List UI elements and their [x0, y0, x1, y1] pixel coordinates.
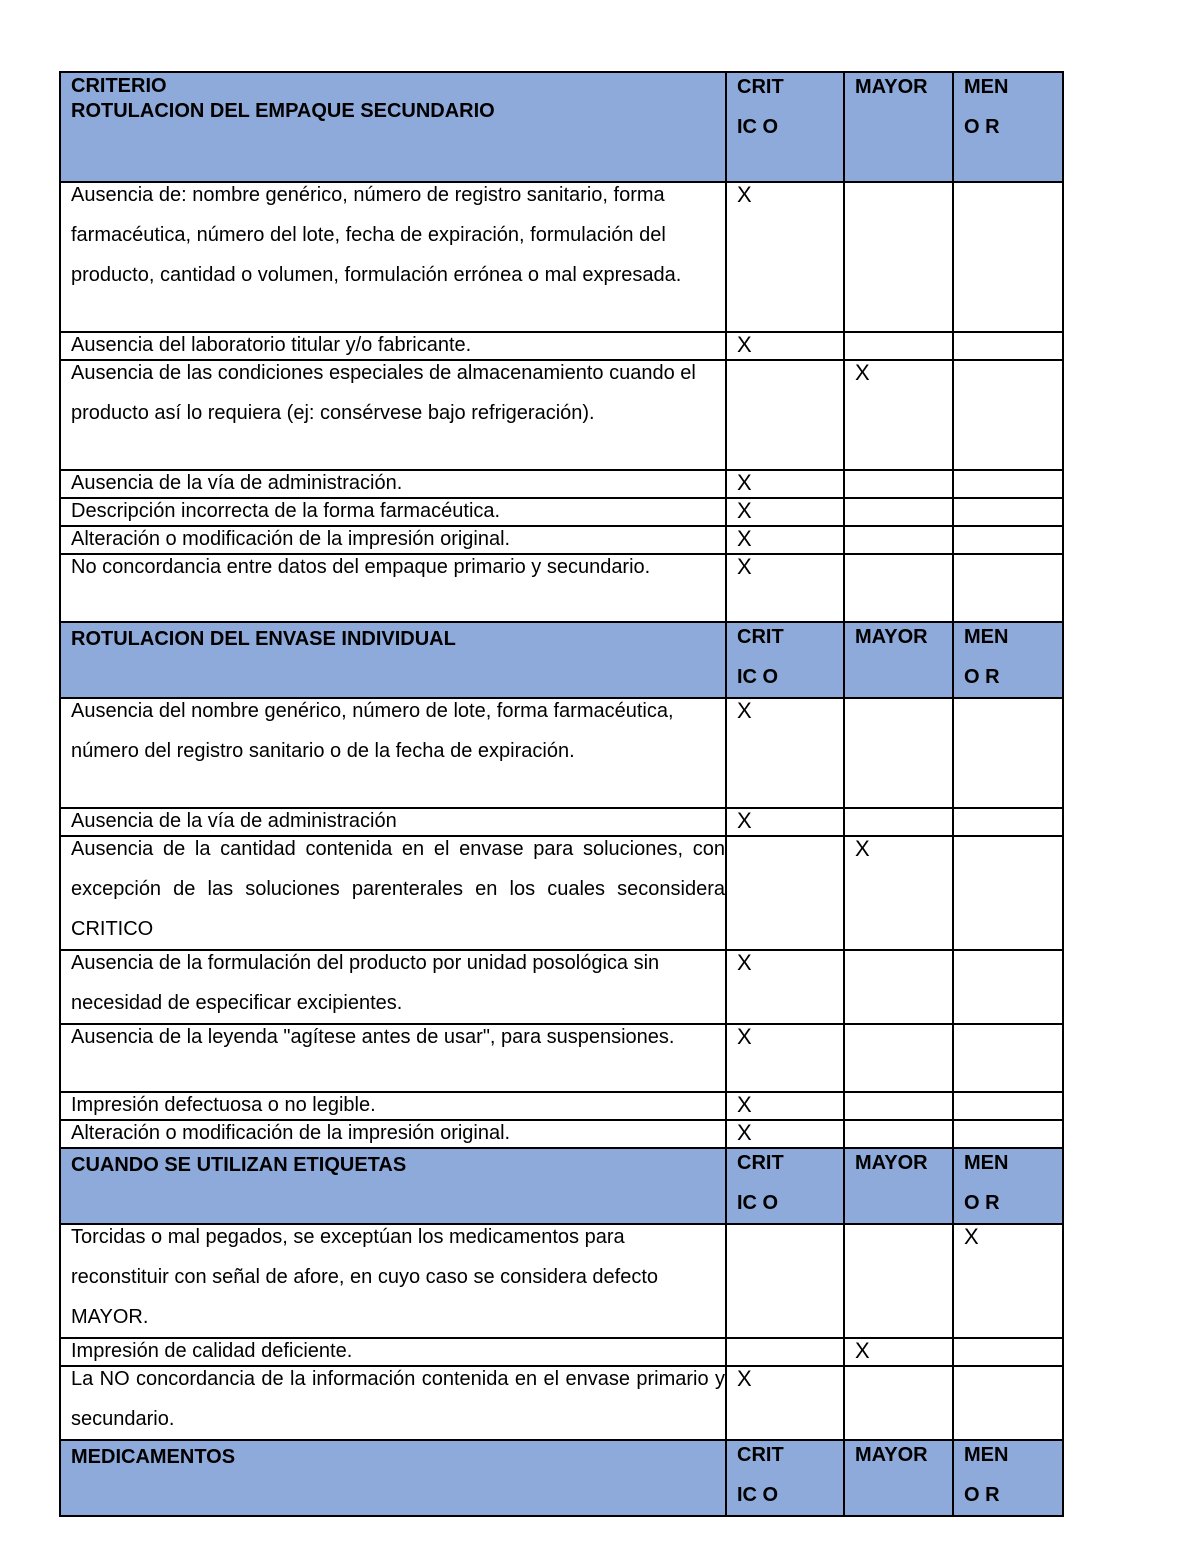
mark-cell-critico	[726, 554, 844, 622]
criterion-text: Descripción incorrecta de la forma farmacéutica.	[71, 500, 501, 522]
mark-cell-critico	[726, 1366, 844, 1440]
mark-cell-mayor	[844, 332, 953, 360]
header-critico-label: CRITIC O	[737, 626, 784, 688]
mark-cell-menor	[953, 836, 1063, 950]
mark-cell-mayor	[844, 698, 953, 808]
criterion-text: Impresión de calidad deficiente.	[71, 1340, 353, 1362]
criterion-text: Ausencia del laboratorio titular y/o fabricante.	[71, 334, 472, 356]
header-mayor	[844, 1148, 953, 1224]
mark-cell-mayor	[844, 360, 953, 470]
section-header-row	[60, 72, 1063, 182]
mark-cell-mayor	[844, 1224, 953, 1338]
x-mark: X	[855, 836, 870, 861]
header-mayor-label: MAYOR	[855, 1152, 928, 1174]
mark-cell-menor	[953, 808, 1063, 836]
mark-cell-mayor	[844, 1338, 953, 1366]
x-mark: X	[737, 1120, 752, 1145]
criterion-cell	[60, 698, 726, 808]
table-row	[60, 836, 1063, 950]
x-mark: X	[737, 808, 752, 833]
x-mark: X	[855, 360, 870, 385]
x-mark: X	[964, 1224, 979, 1249]
table-row	[60, 1224, 1063, 1338]
header-critico	[726, 1148, 844, 1224]
criterion-cell	[60, 1120, 726, 1148]
mark-cell-critico	[726, 1338, 844, 1366]
criterion-cell	[60, 1224, 726, 1338]
criterion-cell	[60, 360, 726, 470]
mark-cell-critico	[726, 332, 844, 360]
table-row	[60, 1366, 1063, 1440]
header-menor	[953, 72, 1063, 182]
criterion-cell	[60, 554, 726, 622]
mark-cell-mayor	[844, 1024, 953, 1092]
mark-cell-mayor	[844, 950, 953, 1024]
header-critico-label: CRITIC O	[737, 76, 784, 138]
table-row	[60, 950, 1063, 1024]
section-criterio-cell	[60, 72, 726, 182]
table-row	[60, 470, 1063, 498]
section-title: CUANDO SE UTILIZAN ETIQUETAS	[71, 1154, 407, 1176]
section-criterio-cell	[60, 622, 726, 698]
criterion-text: Alteración o modificación de la impresión original.	[71, 528, 511, 550]
x-mark: X	[737, 498, 752, 523]
criterion-text: Ausencia de la formulación del producto por unidad posológica sin necesidad de especificar excipientes.	[71, 952, 660, 1014]
header-critico	[726, 622, 844, 698]
criterion-text: La NO concordancia de la información contenida en el envase primario y secundario.	[71, 1368, 725, 1430]
header-menor	[953, 1440, 1063, 1516]
section-title: MEDICAMENTOS	[71, 1446, 236, 1468]
header-menor	[953, 1148, 1063, 1224]
table-row	[60, 698, 1063, 808]
section-header-row	[60, 1148, 1063, 1224]
x-mark: X	[737, 1092, 752, 1117]
header-mayor-label: MAYOR	[855, 76, 928, 98]
mark-cell-menor	[953, 1366, 1063, 1440]
criterion-cell	[60, 182, 726, 332]
table-row	[60, 1092, 1063, 1120]
mark-cell-critico	[726, 698, 844, 808]
criterion-text: Ausencia de la leyenda "agítese antes de usar", para suspensiones.	[71, 1026, 675, 1048]
mark-cell-mayor	[844, 498, 953, 526]
mark-cell-critico	[726, 1092, 844, 1120]
header-critico	[726, 1440, 844, 1516]
criterion-cell	[60, 498, 726, 526]
mark-cell-menor	[953, 470, 1063, 498]
criterion-text: Ausencia de las condiciones especiales de almacenamiento cuando el producto así lo requiera (ej: consérvese bajo refrigeración).	[71, 362, 696, 424]
criterion-cell	[60, 470, 726, 498]
section-header-row	[60, 622, 1063, 698]
criterion-text: Ausencia del nombre genérico, número de lote, forma farmacéutica, número del registro sanitario o de la fecha de expiración.	[71, 700, 674, 762]
header-critico-label: CRITIC O	[737, 1152, 784, 1214]
mark-cell-critico	[726, 950, 844, 1024]
x-mark: X	[855, 1338, 870, 1363]
criterion-cell	[60, 1092, 726, 1120]
header-menor-label: MENO R	[964, 1444, 1009, 1506]
criterion-text: Impresión defectuosa o no legible.	[71, 1094, 376, 1116]
mark-cell-menor	[953, 698, 1063, 808]
criterion-cell	[60, 1024, 726, 1092]
mark-cell-menor	[953, 554, 1063, 622]
mark-cell-mayor	[844, 836, 953, 950]
header-menor-label: MENO R	[964, 626, 1009, 688]
header-critico	[726, 72, 844, 182]
table-row	[60, 360, 1063, 470]
header-mayor	[844, 622, 953, 698]
section-title: ROTULACION DEL EMPAQUE SECUNDARIO	[71, 100, 495, 122]
x-mark: X	[737, 470, 752, 495]
mark-cell-critico	[726, 808, 844, 836]
criterion-cell	[60, 1366, 726, 1440]
x-mark: X	[737, 950, 752, 975]
mark-cell-mayor	[844, 526, 953, 554]
header-mayor-label: MAYOR	[855, 626, 928, 648]
section-title: ROTULACION DEL ENVASE INDIVIDUAL	[71, 628, 456, 650]
mark-cell-mayor	[844, 554, 953, 622]
mark-cell-mayor	[844, 1366, 953, 1440]
mark-cell-critico	[726, 182, 844, 332]
mark-cell-critico	[726, 360, 844, 470]
mark-cell-critico	[726, 498, 844, 526]
criterion-text: Ausencia de la cantidad contenida en el envase para soluciones, con excepción de las soluciones parenterales en los cuales seconsidera CRITICO	[71, 838, 725, 940]
mark-cell-mayor	[844, 470, 953, 498]
header-mayor-label: MAYOR	[855, 1444, 928, 1466]
criterion-text: Ausencia de la vía de administración.	[71, 472, 403, 494]
table-row	[60, 1024, 1063, 1092]
table-row	[60, 182, 1063, 332]
mark-cell-menor	[953, 182, 1063, 332]
mark-cell-menor	[953, 332, 1063, 360]
criteria-table	[59, 71, 1064, 1517]
mark-cell-menor	[953, 526, 1063, 554]
x-mark: X	[737, 182, 752, 207]
x-mark: X	[737, 1366, 752, 1391]
mark-cell-critico	[726, 1224, 844, 1338]
mark-cell-critico	[726, 836, 844, 950]
mark-cell-critico	[726, 1024, 844, 1092]
mark-cell-mayor	[844, 808, 953, 836]
header-menor-label: MENO R	[964, 76, 1009, 138]
mark-cell-menor	[953, 360, 1063, 470]
mark-cell-menor	[953, 1024, 1063, 1092]
mark-cell-menor	[953, 1224, 1063, 1338]
mark-cell-menor	[953, 498, 1063, 526]
mark-cell-mayor	[844, 1092, 953, 1120]
section-header-row	[60, 1440, 1063, 1516]
x-mark: X	[737, 554, 752, 579]
section-criterio-cell	[60, 1148, 726, 1224]
x-mark: X	[737, 1024, 752, 1049]
mark-cell-menor	[953, 1338, 1063, 1366]
header-menor-label: MENO R	[964, 1152, 1009, 1214]
x-mark: X	[737, 332, 752, 357]
criterion-text: Ausencia de la vía de administración	[71, 810, 397, 832]
x-mark: X	[737, 526, 752, 551]
section-criterio-cell	[60, 1440, 726, 1516]
mark-cell-menor	[953, 950, 1063, 1024]
table-row	[60, 554, 1063, 622]
header-critico-label: CRITIC O	[737, 1444, 784, 1506]
header-mayor	[844, 1440, 953, 1516]
table-row	[60, 498, 1063, 526]
mark-cell-mayor	[844, 182, 953, 332]
criterion-text: Ausencia de: nombre genérico, número de registro sanitario, forma farmacéutica, número del lote, fecha de expiración, formulación del producto, cantidad o volumen, formulación errónea o mal expresada.	[71, 184, 682, 286]
criterion-text: Torcidas o mal pegados, se exceptúan los medicamentos para reconstituir con señal de afore, en cuyo caso se considera defecto MAYOR.	[71, 1226, 659, 1328]
mark-cell-menor	[953, 1092, 1063, 1120]
x-mark: X	[737, 698, 752, 723]
header-menor	[953, 622, 1063, 698]
criterion-cell	[60, 836, 726, 950]
header-mayor	[844, 72, 953, 182]
mark-cell-critico	[726, 470, 844, 498]
criterion-cell	[60, 950, 726, 1024]
criterio-heading: CRITERIO	[71, 75, 167, 97]
criterion-text: Alteración o modificación de la impresión original.	[71, 1122, 511, 1144]
mark-cell-critico	[726, 526, 844, 554]
criterion-text: No concordancia entre datos del empaque primario y secundario.	[71, 556, 651, 578]
